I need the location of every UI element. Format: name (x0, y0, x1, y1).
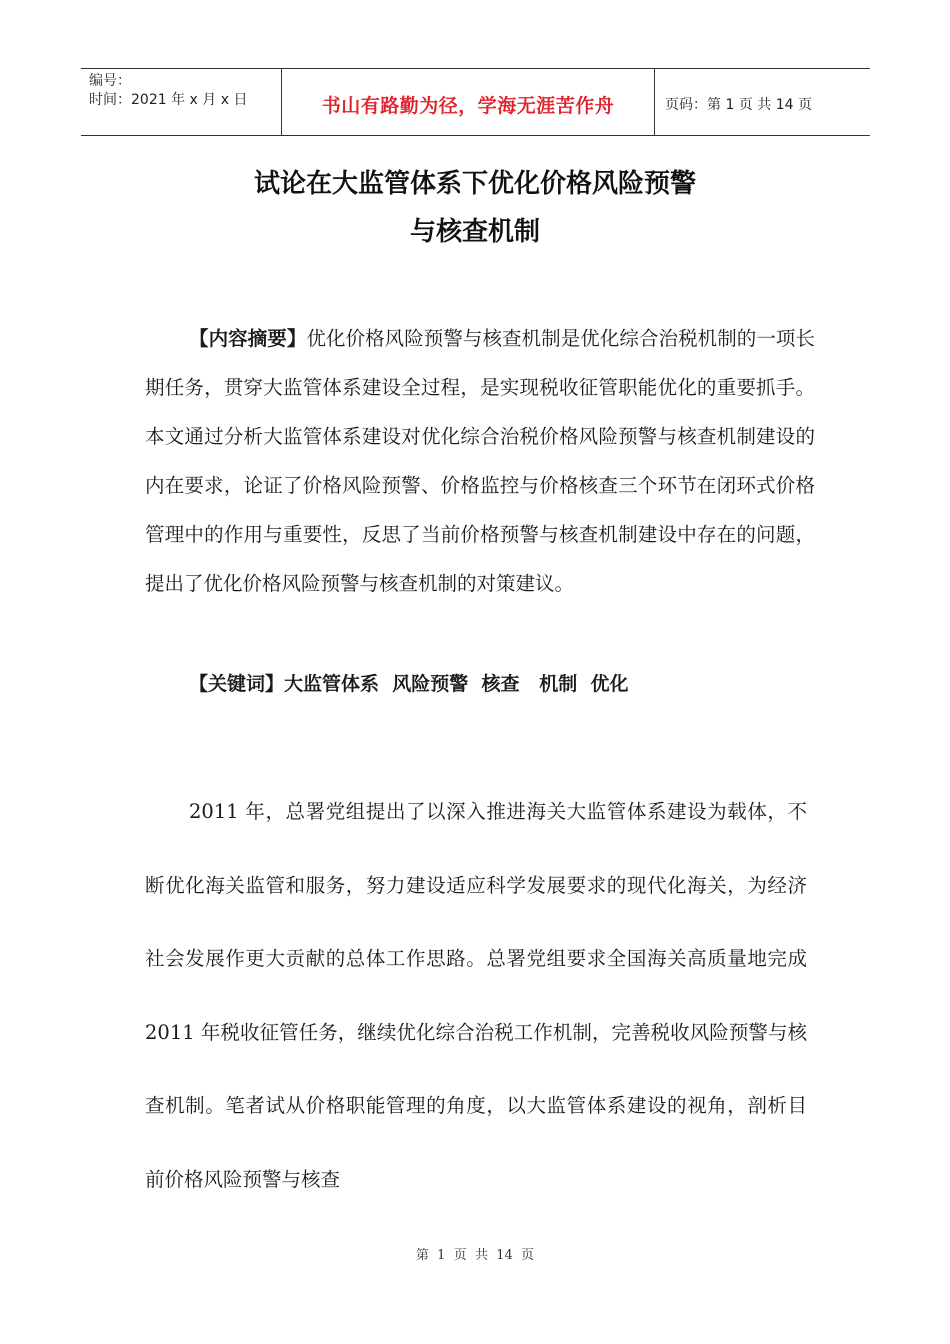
page-footer: 第 1 页 共 14 页 (415, 1248, 535, 1263)
abstract-paragraph (145, 314, 815, 608)
keywords-line: 【关键词】大监管体系 风险预警 核查 机制 优化 (189, 673, 629, 695)
body-paragraph: 2011 年，总署党组提出了以深入推进海关大监管体系建设为载体，不断优化海关监管和服务，努力建设适应科学发展要求的现代化海关，为经济社会发展作更大贡献的总体工作思路。总署党组要求全国海关高质量地完成 2011 年税收征管任务，继续优化综合治税工作机制，完善税收风险预警与核查机制。笔者试从价格职能管理的角度，以大监管体系建设的视角，剖析目前价格风险预警与核查 (145, 800, 807, 1191)
document-date-label: 时间：2021 年 x 月 x 日 (89, 92, 248, 108)
header-page-info: 页码：第 1 页 共 14 页 (665, 97, 812, 113)
header-meta-cell (81, 69, 282, 135)
document-title-line-1: 试论在大监管体系下优化价格风险预警 (253, 169, 696, 199)
document-number-label: 编号： (89, 73, 131, 89)
document-header (81, 68, 870, 136)
document-title-line-2: 与核查机制 (409, 217, 540, 247)
abstract-lead: 【内容摘要】 (189, 327, 307, 350)
header-motto: 书山有路勤为径，学海无涯苦作舟 (282, 69, 655, 135)
abstract-text: 优化价格风险预警与核查机制是优化综合治税机制的一项长期任务，贯穿大监管体系建设全过程，是实现税收征管职能优化的重要抓手。本文通过分析大监管体系建设对优化综合治税价格风险预警与核查机制建设的内在要求，论证了价格风险预警、价格监控与价格核查三个环节在闭环式价格管理中的作用与重要性，反思了当前价格预警与核查机制建设中存在的问题，提出了优化价格风险预警与核查机制的对策建议。 (145, 327, 815, 595)
